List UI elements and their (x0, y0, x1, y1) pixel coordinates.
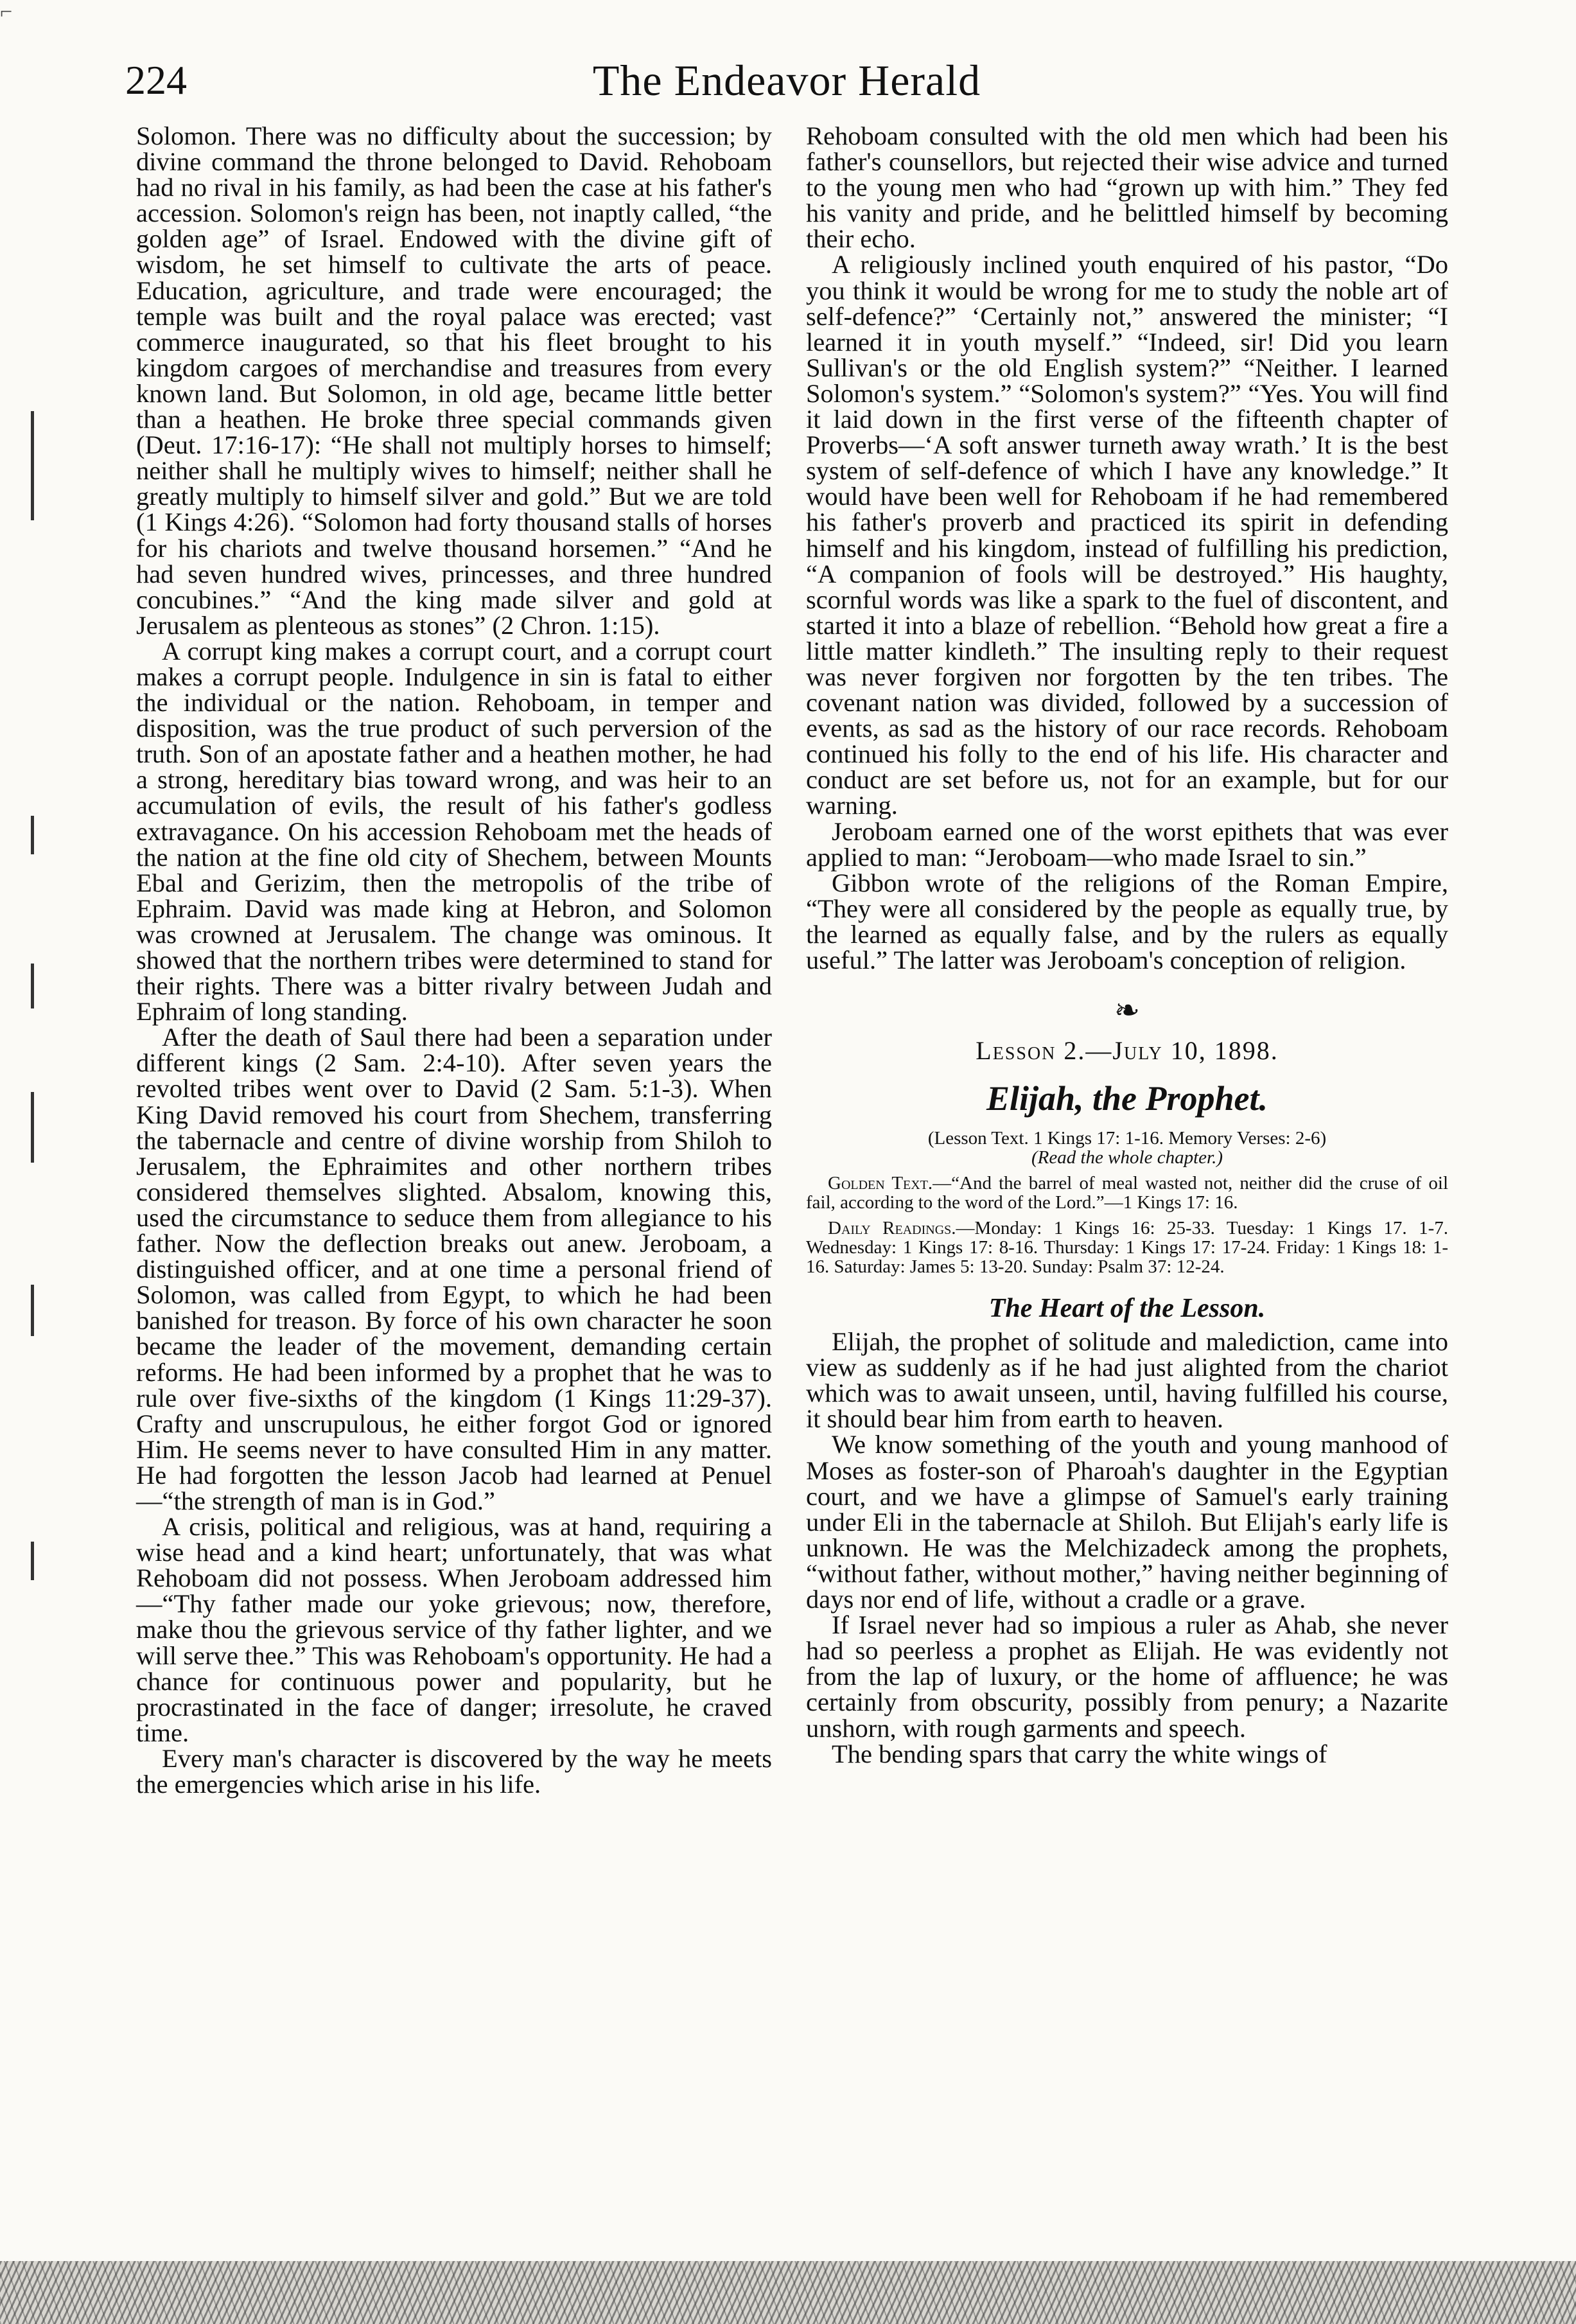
lesson-title: Elijah, the Prophet. (986, 1079, 1268, 1118)
lesson-text-ref: (Lesson Text. 1 Kings 17: 1-16. Memory Verses: 2-6) (927, 1128, 1327, 1149)
margin-mark (31, 964, 34, 1008)
lesson-reference (806, 1129, 1448, 1167)
golden-text (806, 1174, 1448, 1212)
read-note: (Read the whole chapter.) (1031, 1147, 1223, 1168)
margin-mark (31, 816, 34, 854)
margin-mark (31, 411, 34, 520)
daily-readings-body: —Monday: 1 Kings 16: 25-33. Tuesday: 1 Kings 17. 1-7. Wednesday: 1 Kings 17: 8-16. Thursday: 1 Kings 17: 17-24. Friday: 1 Kings 18: 1-16. Saturday: James 5: 13-20. Sunday: Psalm 37: 12-24. (806, 1218, 1448, 1278)
paragraph: A crisis, political and religious, was at hand, requiring a wise head and a kind heart; unfortunately, that was what Rehoboam did not possess. When Jeroboam addressed him—“Thy father made our yoke grievous; now, therefore, make thou the grievous service of thy father lighter, and we will serve thee.” This was Rehoboam's opportunity. He had a chance for continuous power and popularity, but he procrastinated in the face of danger; irresolute, he craved time. (136, 1512, 772, 1747)
paragraph: Elijah, the prophet of solitude and malediction, came into view as suddenly as if he had just alighted from the chariot which was to await unseen, until, having fulfilled his course, it should bear him from earth to heaven. (806, 1327, 1448, 1434)
paragraph: After the death of Saul there had been a separation under different kings (2 Sam. 2:4-10). After seven years the revolted tribes went over to David (2 Sam. 5:1-3). When King David removed his court from Shechem, transferring the tabernacle and centre of divine worship from Shiloh to Jerusalem, the Ephraimites and other northern tribes considered themselves slighted. Absalom, knowing this, used the circumstance to seduce them from allegiance to his father. Now the deflection breaks out anew. Jeroboam, a distinguished officer, and at one time a personal friend of Solomon, was called from Egypt, to which he had been banished for treason. By force of his own character he soon became the leader of the movement, demanding certain reforms. He had been informed by a prophet that he was to rule over five-sixths of the kingdom (1 Kings 11:29-37). Crafty and unscrupulous, he either forgot God or ignored Him. He seems never to have consulted Him in any matter. He had forgotten the lesson Jacob had learned at Penuel—“the strength of man is in God.” (136, 1023, 772, 1515)
paragraph: A religiously inclined youth enquired of his pastor, “Do you think it would be wrong for me to study the noble art of self-defence?” ‘Certainly not,” answered the minister; “I learned it in youth myself.” “Indeed, sir! Did you learn Sullivan's or the old English system?” “Neither. I learned Solomon's system.” “Solomon's system?” “Yes. You will find it laid down in the first verse of the fifteenth chapter of Proverbs—‘A soft answer turneth away wrath.’ It is the best system of self-defence of which I have any knowledge.” It would have been well for Rehoboam if he had remembered his father's proverb and practiced its spirit in defending himself and his kingdom, instead of fulfilling his prediction, “A companion of fools will be destroyed.” His haughty, scornful words was like a spark to the fuel of discontent, and started it into a blaze of rebellion. “Behold how great a fire a little matter kindleth.” The insulting reply to their request was never forgiven nor forgotten by the ten tribes. The covenant nation was divided, followed by a succession of events, as sad as the history of our race records. Rehoboam continued his folly to the end of his life. His character and conduct are set before us, not for an example, but for our warning. (806, 250, 1448, 820)
right-column (806, 123, 1448, 1767)
margin-mark (31, 1285, 34, 1336)
scan-corner-mark: ⌐ (0, 0, 13, 24)
left-column (136, 123, 772, 1797)
daily-readings-label: Daily Readings. (828, 1218, 956, 1239)
paragraph: The bending spars that carry the white wings of (832, 1739, 1327, 1768)
lesson-number: Lesson 2.—July 10, 1898. (976, 1036, 1279, 1066)
running-title: The Endeavor Herald (592, 56, 981, 105)
margin-mark (31, 1092, 34, 1163)
paragraph: A corrupt king makes a corrupt court, and a corrupt court makes a corrupt people. Indulgence in sin is fatal to either the individual or the nation. Rehoboam, in temper and disposition, was the true product of such perversion of the truth. Son of an apostate father and a heathen mother, he had a strong, hereditary bias toward wrong, and was heir to an accumulation of evils, the result of his father's godless extravagance. On his accession Rehoboam met the heads of the nation at the fine old city of Shechem, between Mounts Ebal and Gerizim, then the metropolis of the tribe of Ephraim. David was made king at Hebron, and Solomon was crowned at Jerusalem. The change was ominous. It showed that the northern tribes were determined to stand for their rights. There was a bitter rivalry between Judah and Ephraim of long standing. (136, 636, 772, 1026)
heart-of-lesson-heading: The Heart of the Lesson. (988, 1294, 1266, 1324)
section-ornament: ❧ (1114, 994, 1141, 1028)
paragraph: Gibbon wrote of the religions of the Roman Empire, “They were all considered by the people as equally true, by the learned as equally false, and by the rulers as equally useful.” The latter was Jeroboam's conception of religion. (806, 868, 1448, 974)
page-number: 224 (125, 57, 187, 103)
paragraph: We know something of the youth and young manhood of Moses as foster-son of Pharoah's daughter in the Egyptian court, and we have a glimpse of Samuel's early training under Eli in the tabernacle at Shiloh. But Elijah's early life is unknown. He was the Melchizadeck among the prophets, “without father, without mother,” having neither beginning of days nor end of life, without a cradle or a grave. (806, 1430, 1448, 1614)
paragraph: Jeroboam earned one of the worst epithets that was ever applied to man: “Jeroboam—who made Israel to sin.” (806, 816, 1448, 872)
golden-text-label: Golden Text. (828, 1173, 933, 1194)
daily-readings (806, 1219, 1448, 1276)
page-header (125, 45, 1448, 116)
golden-text-body: —“And the barrel of meal wasted not, neither did the cruse of oil fail, according to the word of the Lord.”—1 Kings 17: 16. (806, 1173, 1448, 1213)
paragraph: If Israel never had so impious a ruler as Ahab, she never had so peerless a prophet as Elijah. He was evidently not from the lap of luxury, or the home of affluence; he was certainly from obscurity, possibly from penury; a Nazarite unshorn, with rough garments and speech. (806, 1610, 1448, 1743)
scan-edge-noise (0, 2261, 1576, 2324)
margin-mark (31, 1542, 34, 1580)
paragraph: Rehoboam consulted with the old men which had been his father's counsellors, but rejected their wise advice and turned to the young men who had “grown up with him.” They fed his vanity and pride, and he belittled himself by becoming their echo. (806, 121, 1448, 254)
paragraph: Solomon. There was no difficulty about the succession; by divine command the throne belonged to David. Rehoboam had no rival in his family, as had been the case at his father's accession. Solomon's reign has been, not inaptly called, “the golden age” of Israel. Endowed with the divine gift of wisdom, he set himself to cultivate the arts of peace. Education, agriculture, and trade were encouraged; the temple was built and the royal palace was erected; vast commerce inaugurated, so that his fleet brought to his kingdom cargoes of merchandise and treasures from every known land. But Solomon, in old age, became little better than a heathen. He broke three special commands given (Deut. 17:16-17): “He shall not multiply horses to himself; neither shall he multiply wives to himself; neither shall he greatly multiply to himself silver and gold.” But we are told (1 Kings 4:26). “Solomon had forty thousand stalls of horses for his chariots and twelve thousand horsemen.” “And he had seven hundred wives, princesses, and three hundred concubines.” “And the king made silver and gold at Jerusalem as plenteous as stones” (2 Chron. 1:15). (136, 121, 772, 640)
paragraph: Every man's character is discovered by the way he meets the emergencies which arise in his life. (136, 1743, 772, 1799)
